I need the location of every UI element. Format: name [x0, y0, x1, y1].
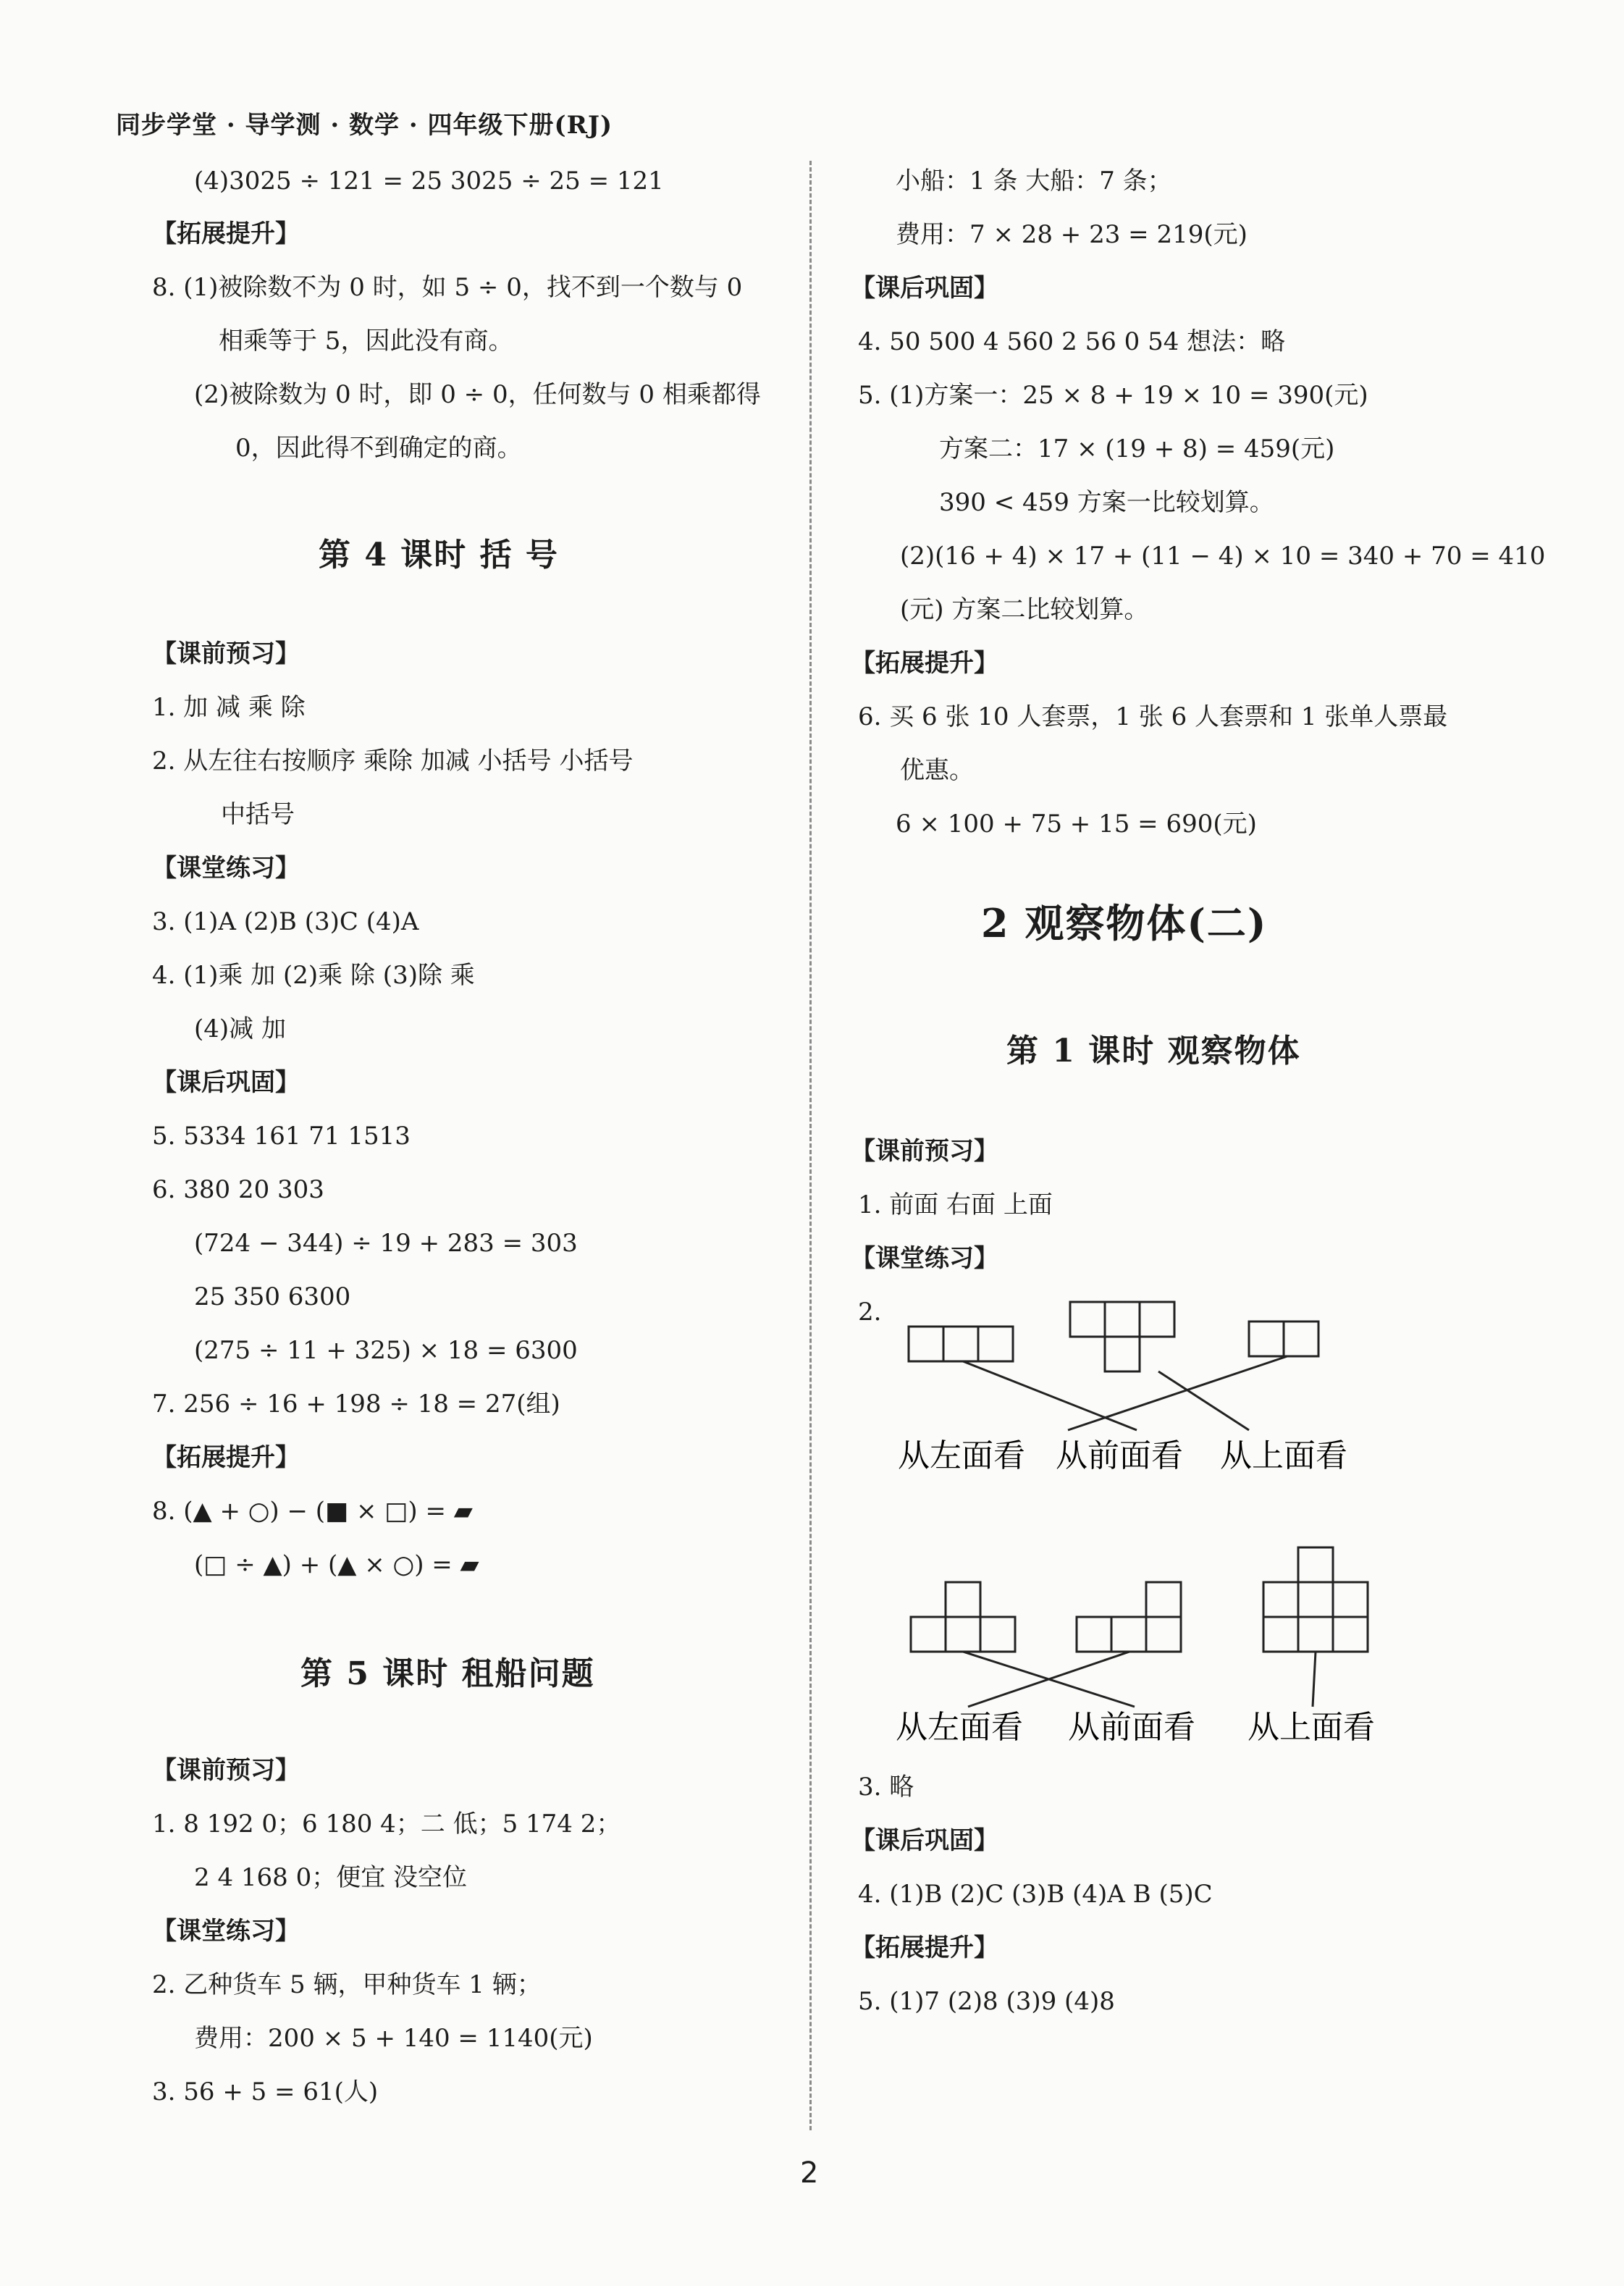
section-heading: 【课堂练习】 [152, 854, 300, 883]
answer-line: 2. 乙种货车 5 辆，甲种货车 1 辆； [152, 1970, 542, 1999]
shape-stacked-grid [1263, 1547, 1368, 1652]
answer-line: 1. 前面 右面 上面 [858, 1190, 1053, 1219]
label-left-view: 从左面看 [898, 1437, 1025, 1474]
answer-line: 费用：200 × 5 + 140 = 1140(元) [194, 2024, 593, 2053]
answer-line: 3. 56 + 5 = 61(人) [152, 2077, 379, 2106]
answer-line: (2)(16 + 4) × 17 + (11 − 4) × 10 = 340 + 70 = 410 [900, 542, 1546, 571]
match-line [1068, 1356, 1287, 1430]
answer-line: (2)被除数为 0 时，即 0 ÷ 0，任何数与 0 相乘都得 [194, 380, 761, 409]
section-heading: 【拓展提升】 [851, 649, 998, 678]
section-heading: 【课前预习】 [851, 1137, 998, 1166]
shape-row-of-two [1249, 1321, 1318, 1356]
answer-line: 25 350 6300 [194, 1282, 351, 1311]
answer-line: 1. 加 减 乘 除 [152, 693, 306, 722]
column-divider [809, 161, 812, 2130]
lesson-title: 第 1 课时 观察物体 [1006, 1033, 1301, 1070]
section-heading: 【拓展提升】 [152, 1443, 300, 1472]
answer-line: 0，因此得不到确定的商。 [235, 434, 522, 463]
answer-line: 8. (1)被除数不为 0 时，如 5 ÷ 0，找不到一个数与 0 [152, 273, 743, 302]
lesson-title: 第 5 课时 租船问题 [300, 1655, 595, 1692]
answer-line: 4. (1)乘 加 (2)乘 除 (3)除 乘 [152, 961, 475, 990]
answer-line: (元) 方案二比较划算。 [900, 595, 1149, 624]
label-top-view: 从上面看 [1220, 1437, 1347, 1474]
views-figure-top [891, 1296, 1412, 1484]
label-front-view: 从前面看 [1056, 1437, 1183, 1474]
answer-line: 中括号 [221, 800, 295, 829]
answer-line: 2. 从左往右按顺序 乘除 加减 小括号 小括号 [152, 747, 634, 776]
page-header: 同步学堂 · 导学测 · 数学 · 四年级下册(RJ) [116, 111, 613, 140]
answer-line: 5. (1)方案一：25 × 8 + 19 × 10 = 390(元) [858, 381, 1368, 410]
views-figure-bottom [887, 1539, 1408, 1749]
answer-line: 6. 买 6 张 10 人套票，1 张 6 人套票和 1 张单人票最 [858, 702, 1448, 731]
label-left-view: 从左面看 [896, 1709, 1023, 1746]
section-heading: 【拓展提升】 [152, 219, 300, 248]
answer-line: 390 < 459 方案一比较划算。 [939, 488, 1274, 517]
answer-line: 7. 256 ÷ 16 + 198 ÷ 18 = 27(组) [152, 1390, 560, 1419]
answer-line: 4. (1)B (2)C (3)B (4)A B (5)C [858, 1880, 1213, 1909]
answer-line: 2 4 168 0；便宜 没空位 [194, 1863, 468, 1892]
match-line [1158, 1371, 1249, 1430]
answer-line: 1. 8 192 0；6 180 4；二 低；5 174 2； [152, 1810, 621, 1839]
answer-line: (275 ÷ 11 + 325) × 18 = 6300 [194, 1336, 578, 1365]
answer-line: 3. (1)A (2)B (3)C (4)A [152, 907, 419, 936]
answer-line: 费用：7 × 28 + 23 = 219(元) [896, 220, 1248, 249]
shape-inverted-t [911, 1582, 1015, 1652]
section-heading: 【课前预习】 [152, 1756, 300, 1785]
section-heading: 【课堂练习】 [152, 1917, 300, 1946]
label-front-view: 从前面看 [1068, 1709, 1195, 1746]
match-line [1313, 1652, 1316, 1707]
section-heading: 【课后巩固】 [152, 1068, 300, 1097]
answer-line: 8. (▲ + ○) − (■ × □) = ▰ [152, 1497, 473, 1526]
section-heading: 【课后巩固】 [851, 274, 998, 303]
answer-line: 优惠。 [900, 756, 974, 785]
answer-line: 6 × 100 + 75 + 15 = 690(元) [896, 810, 1257, 839]
answer-line: (4)3025 ÷ 121 = 25 3025 ÷ 25 = 121 [194, 167, 664, 196]
answer-line: 小船：1 条 大船：7 条； [896, 167, 1172, 196]
label-top-view: 从上面看 [1248, 1709, 1375, 1746]
section-heading: 【课后巩固】 [851, 1826, 998, 1855]
lesson-title: 第 4 课时 括 号 [319, 537, 559, 573]
page-number: 2 [800, 2156, 819, 2190]
answer-line: 3. 略 [858, 1773, 914, 1802]
shape-l-form [1077, 1582, 1181, 1652]
answer-line: (724 − 344) ÷ 19 + 283 = 303 [194, 1229, 578, 1258]
section-heading: 【课前预习】 [152, 639, 300, 668]
unit-title: 2 观察物体(二) [981, 900, 1268, 946]
answer-line: (□ ÷ ▲) + (▲ × ○) = ▰ [194, 1550, 479, 1579]
shape-row-of-three [909, 1327, 1013, 1361]
answer-line: 5. 5334 161 71 1513 [152, 1122, 411, 1151]
answer-line: 6. 380 20 303 [152, 1175, 324, 1204]
answer-line: (4)减 加 [194, 1014, 286, 1043]
answer-line: 4. 50 500 4 560 2 56 0 54 想法：略 [858, 327, 1286, 356]
shape-t-form [1070, 1302, 1174, 1371]
answer-line: 2. [858, 1298, 882, 1327]
section-heading: 【拓展提升】 [851, 1933, 998, 1962]
answer-line: 5. (1)7 (2)8 (3)9 (4)8 [858, 1987, 1115, 2016]
section-heading: 【课堂练习】 [851, 1244, 998, 1273]
answer-line: 相乘等于 5，因此没有商。 [219, 327, 513, 356]
answer-line: 方案二：17 × (19 + 8) = 459(元) [939, 434, 1335, 463]
